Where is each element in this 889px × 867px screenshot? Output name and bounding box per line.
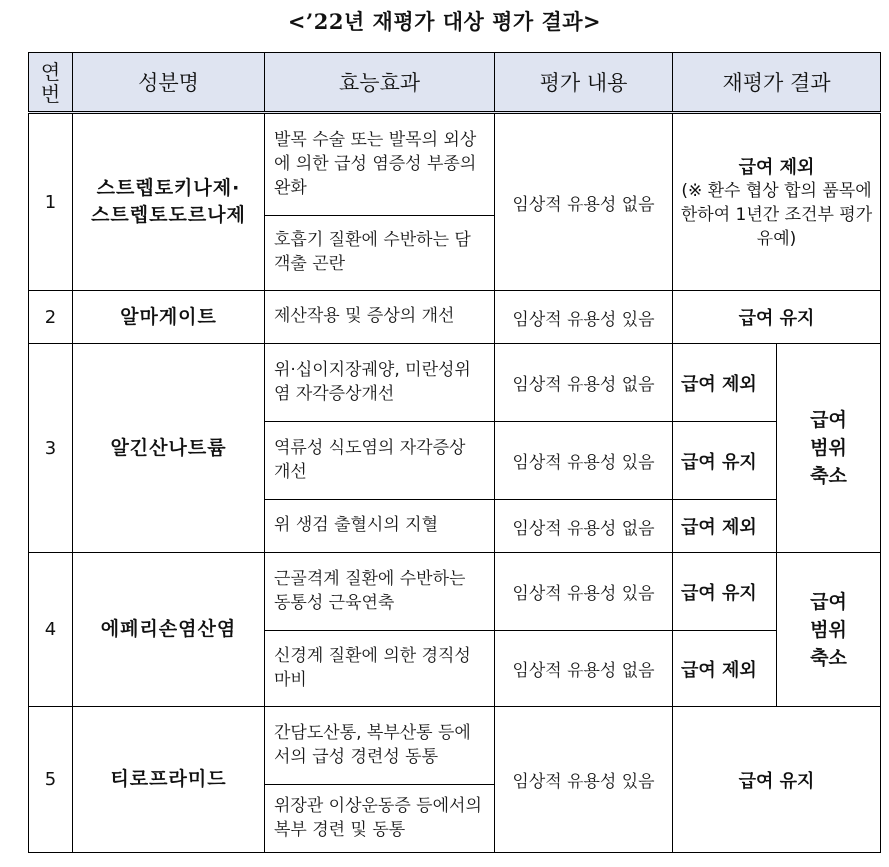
range-line: 급여 xyxy=(810,590,847,613)
result-cell xyxy=(673,113,881,291)
result-cell: 급여 유지 xyxy=(673,553,777,631)
ingredient-name: 알긴산나트륨 xyxy=(73,344,265,553)
result-cell: 급여 유지 xyxy=(673,291,881,344)
evaluation-cell: 임상적 유용성 없음 xyxy=(495,113,673,291)
range-line: 범위 xyxy=(810,618,847,641)
effect-cell: 발목 수술 또는 발목의 외상에 의한 급성 염증성 부종의 완화 xyxy=(265,113,495,216)
ingredient-name: 티로프라미드 xyxy=(73,707,265,853)
evaluation-cell: 임상적 유용성 없음 xyxy=(495,500,673,553)
range-cell xyxy=(777,553,881,707)
range-line: 급여 xyxy=(810,409,847,431)
ingredient-name xyxy=(73,113,265,291)
range-line: 축소 xyxy=(810,646,847,669)
range-line: 범위 xyxy=(810,437,847,459)
effect-cell: 근골격계 질환에 수반하는 동통성 근육연축 xyxy=(265,553,495,631)
reevaluation-results-table xyxy=(28,52,881,853)
row-num: 3 xyxy=(29,344,73,553)
table-row xyxy=(29,291,881,344)
ingredient-name: 에페리손염산염 xyxy=(73,553,265,707)
effect-cell: 호흡기 질환에 수반하는 담객출 곤란 xyxy=(265,216,495,291)
evaluation-cell: 임상적 유용성 있음 xyxy=(495,553,673,631)
evaluation-cell: 임상적 유용성 없음 xyxy=(495,344,673,422)
row-num: 5 xyxy=(29,707,73,853)
header-name: 성분명 xyxy=(73,53,265,113)
table-row xyxy=(29,113,881,216)
result-cell: 급여 제외 xyxy=(673,344,777,422)
header-row xyxy=(29,53,881,113)
result-cell: 급여 제외 xyxy=(673,631,777,707)
header-evaluation: 평가 내용 xyxy=(495,53,673,113)
effect-cell: 제산작용 및 증상의 개선 xyxy=(265,291,495,344)
effect-cell: 위·십이지장궤양, 미란성위염 자각증상개선 xyxy=(265,344,495,422)
result-cell: 급여 유지 xyxy=(673,707,881,853)
result-note: (※ 환수 협상 합의 품목에 한하여 1년간 조건부 평가유예) xyxy=(680,181,873,249)
ingredient-name: 알마게이트 xyxy=(73,291,265,344)
effect-cell: 간담도산통, 복부산통 등에서의 급성 경련성 동통 xyxy=(265,707,495,785)
range-line: 축소 xyxy=(810,465,847,487)
range-cell xyxy=(777,344,881,553)
table-row xyxy=(29,707,881,785)
row-num: 2 xyxy=(29,291,73,344)
row-num: 1 xyxy=(29,113,73,291)
header-num xyxy=(29,53,73,113)
result-label: 급여 제외 xyxy=(738,157,815,178)
effect-cell: 위장관 이상운동증 등에서의 복부 경련 및 동통 xyxy=(265,785,495,853)
evaluation-cell: 임상적 유용성 있음 xyxy=(495,291,673,344)
evaluation-cell: 임상적 유용성 있음 xyxy=(495,422,673,500)
header-num-line1: 연 xyxy=(40,60,61,84)
header-num-line2: 번 xyxy=(40,82,61,106)
effect-cell: 역류성 식도염의 자각증상 개선 xyxy=(265,422,495,500)
evaluation-cell: 임상적 유용성 없음 xyxy=(495,631,673,707)
ingredient-name-line2: 스트렙토도르나제 xyxy=(91,204,246,226)
effect-cell: 위 생검 출혈시의 지혈 xyxy=(265,500,495,553)
header-result: 재평가 결과 xyxy=(673,53,881,113)
ingredient-name-line1: 스트렙토키나제· xyxy=(96,177,241,199)
effect-cell: 신경계 질환에 의한 경직성 마비 xyxy=(265,631,495,707)
result-cell: 급여 제외 xyxy=(673,500,777,553)
table-row xyxy=(29,553,881,631)
evaluation-cell: 임상적 유용성 있음 xyxy=(495,707,673,853)
header-effect: 효능효과 xyxy=(265,53,495,113)
table-row xyxy=(29,344,881,422)
page-title: <’22년 재평가 대상 평가 결과> xyxy=(287,9,602,34)
row-num: 4 xyxy=(29,553,73,707)
result-cell: 급여 유지 xyxy=(673,422,777,500)
